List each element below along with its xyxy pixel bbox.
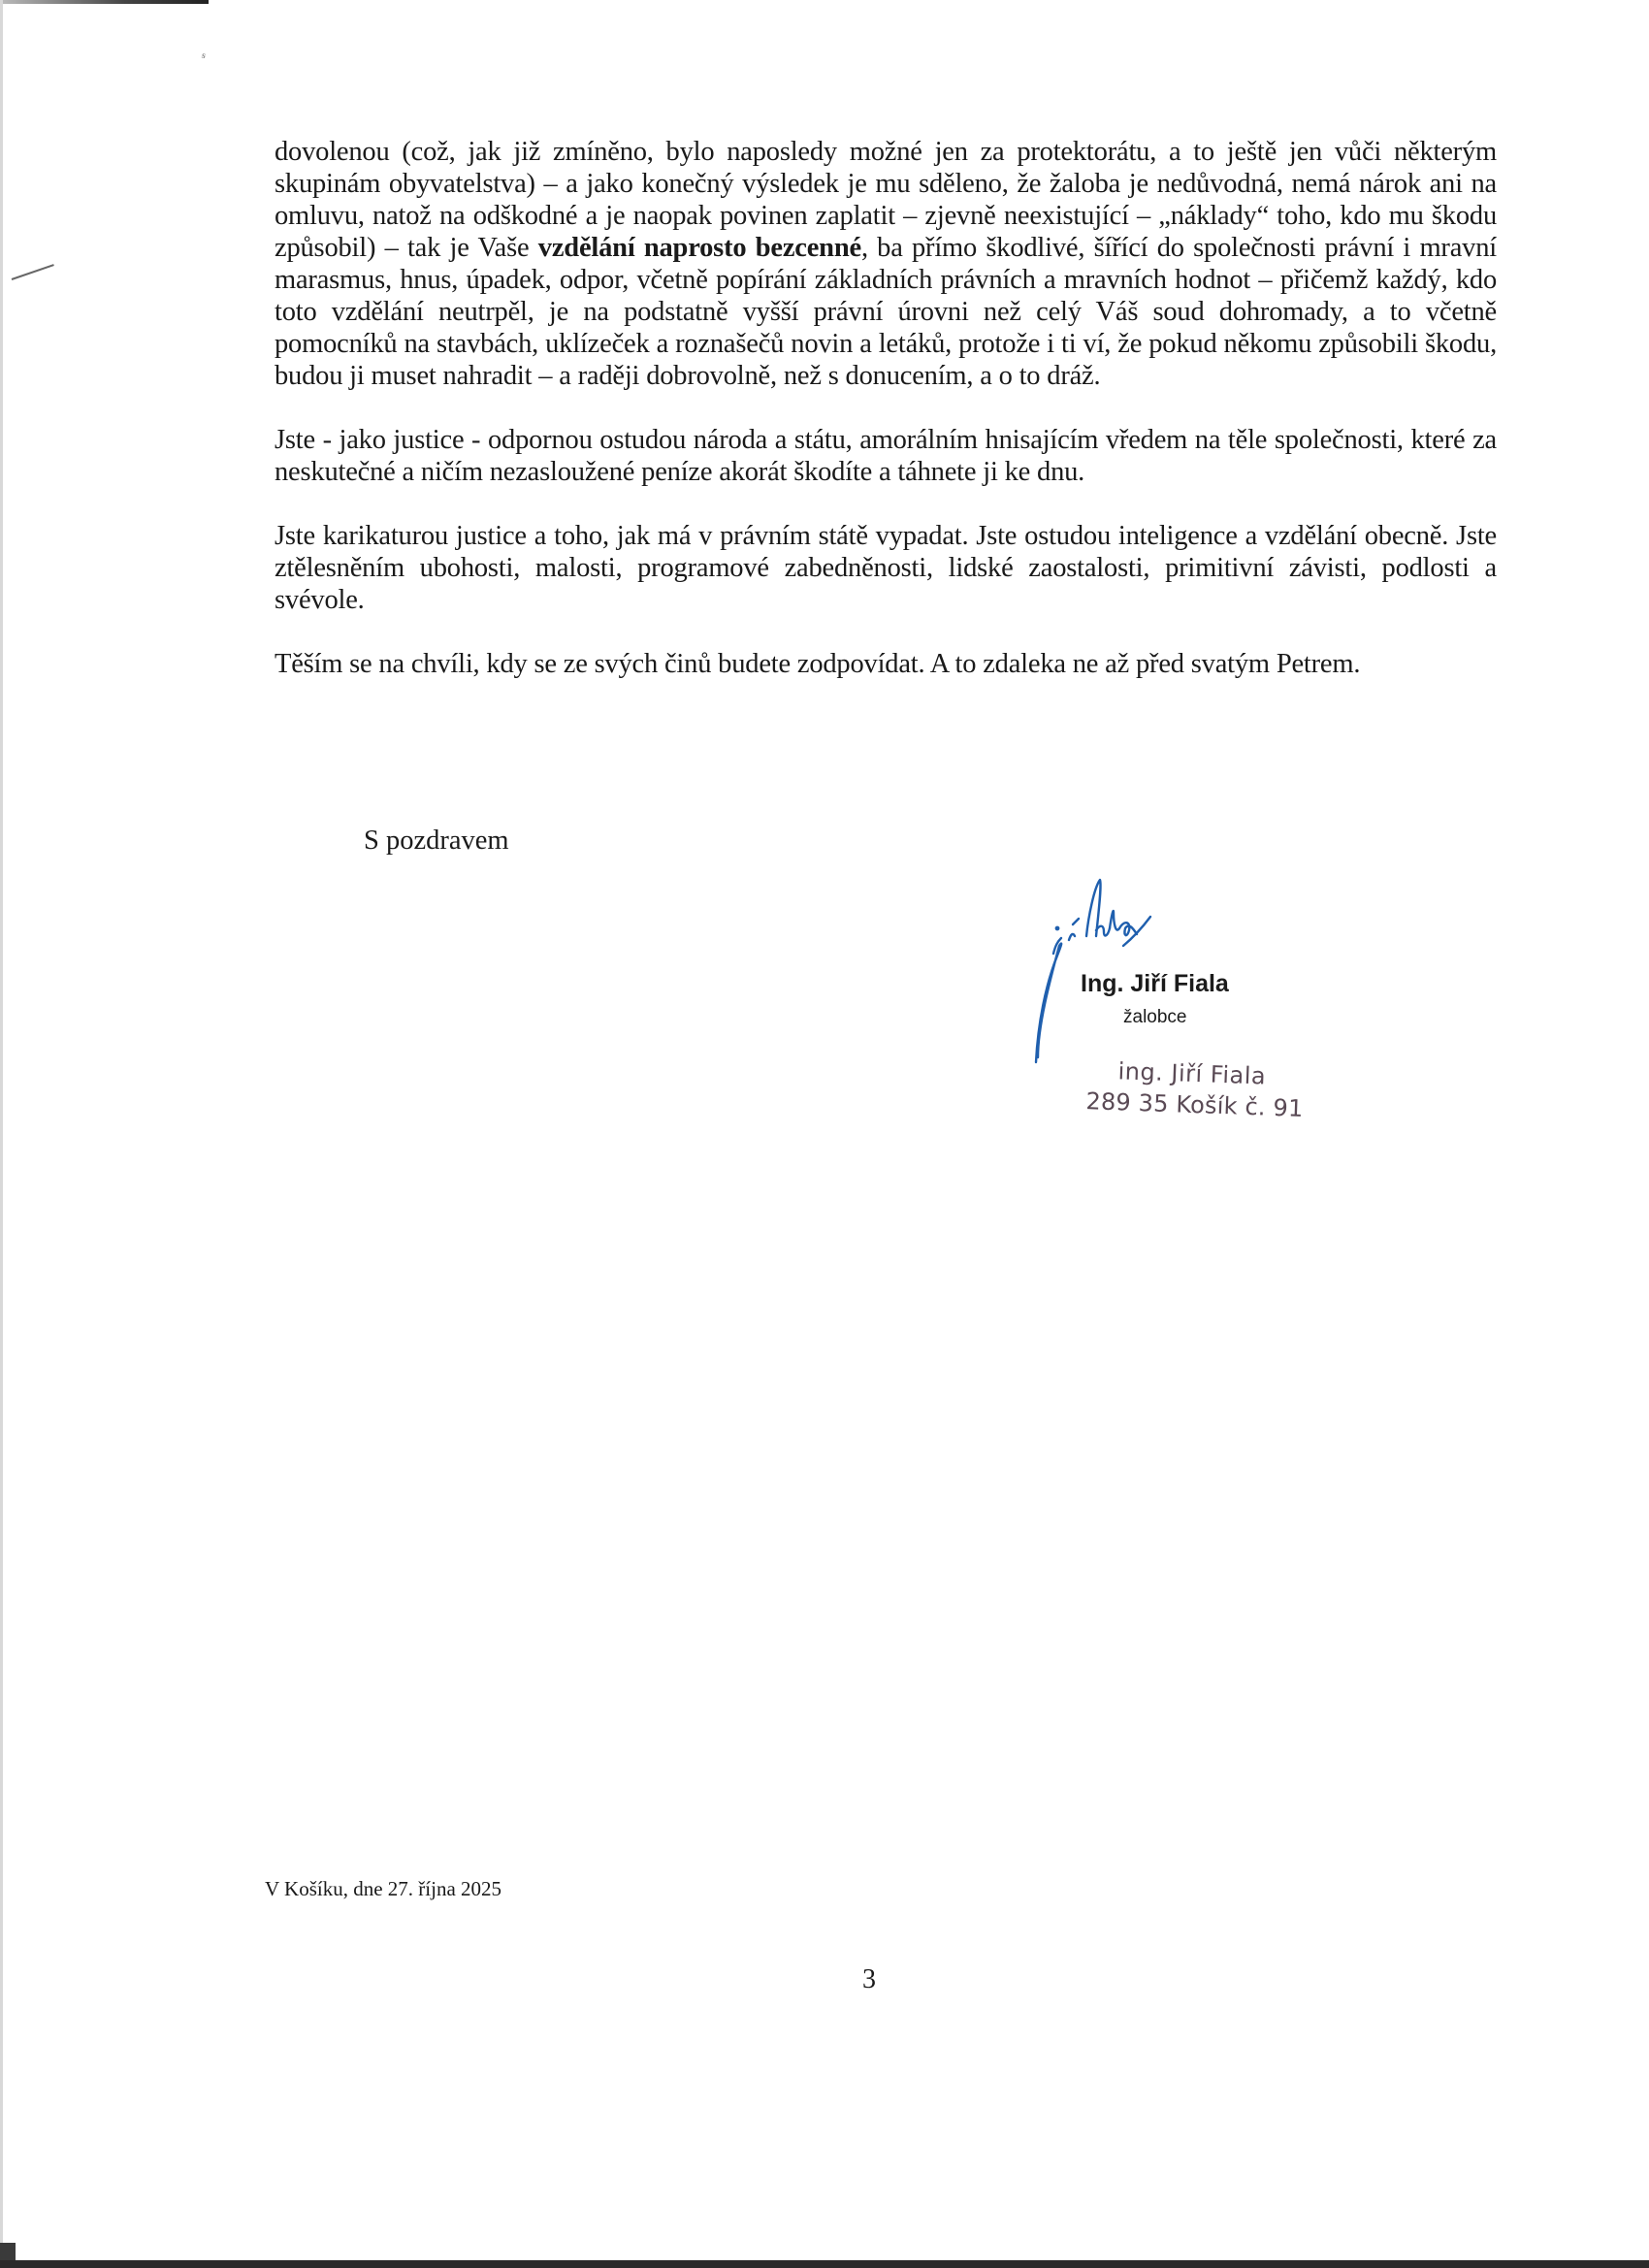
paragraph-text: , ba přímo škodlivé, šířící do společnosti právní i mravní marasmus, hnus, úpadek, odpor, včetně popírání základních právních a mravních hodnot – přičemž každý, kdo toto vzdělání neutrpěl, je na podstatně vyšší právní úrovni než celý Váš soud dohromady, a to včetně pomocníků na stavbách, uklízeček a roznašečů novin a letáků, protože i ti ví, že pokud někomu způsobili škodu, budou ji muset nahradit – a raději dobrovolně, než s donucením, a o to dráž. — [275, 233, 1497, 391]
stamp-address: 289 35 Košík č. 91 — [1085, 1087, 1304, 1122]
letter-body — [275, 136, 1497, 712]
paragraph — [275, 424, 1497, 488]
closing-greeting: S pozdravem — [364, 826, 509, 856]
paragraph-text: dovolenou (což, jak již zmíněno, bylo naposledy možné jen za protektorátu, a to ještě jen vůči některým skupinám obyvatelstva) – a jako konečný výsledek je mu sděleno, že žaloba je nedůvodná, nemá nárok ani na omluvu, natož na odškodné a je naopak povinen zaplatit – zjevně neexistující – „náklady“ toho, kdo mu škodu způsobil) – tak je Vaše — [275, 137, 1497, 263]
paragraph — [275, 520, 1497, 616]
paragraph — [275, 136, 1497, 392]
paragraph-text: Těším se na chvíli, kdy se ze svých činů budete zodpovídat. A to zdaleka ne až před svatým Petrem. — [275, 649, 1361, 679]
address-stamp — [1085, 1056, 1305, 1122]
signer-name: Ing. Jiří Fiala — [1081, 970, 1229, 997]
paragraph — [275, 648, 1497, 680]
scan-mark — [12, 264, 54, 280]
emphasized-text: vzdělání naprosto bezcenné — [537, 233, 861, 263]
place-and-date: V Košíku, dne 27. října 2025 — [265, 1877, 502, 1900]
scan-speck: ᵴ — [200, 49, 208, 62]
scan-edge-artifact — [0, 2243, 16, 2260]
stamp-name: ing. Jiří Fiala — [1117, 1057, 1267, 1090]
paragraph-text: Jste karikaturou justice a toho, jak má v právním státě vypadat. Jste ostudou inteligence a vzdělání obecně. Jste ztělesněním ubohosti, malosti, programové zabedněnosti, lidské zaostalosti, primitivní závisti, podlosti a svévole. — [275, 521, 1497, 615]
scan-edge-artifact — [0, 0, 209, 4]
scan-edge-artifact — [0, 2260, 1649, 2268]
page-number: 3 — [862, 1964, 876, 1994]
signer-role: žalobce — [1123, 1007, 1187, 1027]
scan-edge-artifact — [0, 0, 3, 2268]
paragraph-text: Jste - jako justice - odpornou ostudou národa a státu, amorálním hnisajícím vředem na těle společnosti, které za neskutečné a ničím nezasloužené peníze akorát škodíte a táhnete ji ke dnu. — [275, 425, 1497, 487]
